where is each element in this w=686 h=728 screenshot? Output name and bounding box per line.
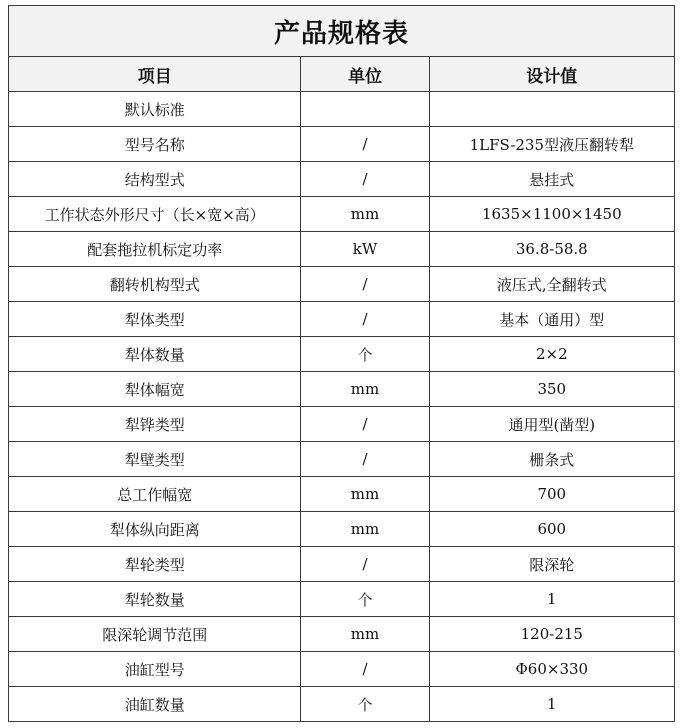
- cell-value: 120-215: [429, 617, 674, 652]
- table-row: [9, 407, 675, 442]
- table-row: [9, 372, 675, 407]
- cell-item: 工作状态外形尺寸（长×宽×高）: [9, 197, 301, 232]
- cell-value: 栅条式: [429, 442, 674, 477]
- table-row: [9, 687, 675, 722]
- cell-unit: 个: [301, 337, 429, 372]
- spec-table: [8, 5, 675, 722]
- spec-table-container: [8, 5, 675, 722]
- cell-unit: mm: [301, 197, 429, 232]
- cell-unit: [301, 92, 429, 127]
- table-body: [9, 92, 675, 722]
- cell-value: 600: [429, 512, 674, 547]
- table-row: [9, 197, 675, 232]
- header-value: 设计值: [429, 57, 674, 92]
- table-row: [9, 92, 675, 127]
- cell-item: 配套拖拉机标定功率: [9, 232, 301, 267]
- cell-unit: mm: [301, 477, 429, 512]
- cell-item: 限深轮调节范围: [9, 617, 301, 652]
- cell-item: 翻转机构型式: [9, 267, 301, 302]
- cell-item: 结构型式: [9, 162, 301, 197]
- table-row: [9, 302, 675, 337]
- cell-unit: mm: [301, 372, 429, 407]
- header-item: 项目: [9, 57, 301, 92]
- cell-item: 总工作幅宽: [9, 477, 301, 512]
- table-row: [9, 547, 675, 582]
- cell-value: 悬挂式: [429, 162, 674, 197]
- cell-value: 1: [429, 687, 674, 722]
- cell-item: 油缸型号: [9, 652, 301, 687]
- cell-value: Φ60×330: [429, 652, 674, 687]
- cell-value: 350: [429, 372, 674, 407]
- cell-value: 通用型(凿型): [429, 407, 674, 442]
- cell-unit: mm: [301, 512, 429, 547]
- cell-unit: kW: [301, 232, 429, 267]
- cell-item: 犁体类型: [9, 302, 301, 337]
- cell-unit: /: [301, 127, 429, 162]
- cell-item: 型号名称: [9, 127, 301, 162]
- table-row: [9, 162, 675, 197]
- cell-unit: /: [301, 547, 429, 582]
- cell-item: 犁铧类型: [9, 407, 301, 442]
- cell-item: 犁体数量: [9, 337, 301, 372]
- cell-unit: /: [301, 407, 429, 442]
- cell-item: 犁体幅宽: [9, 372, 301, 407]
- table-row: [9, 617, 675, 652]
- cell-value: 基本（通用）型: [429, 302, 674, 337]
- cell-unit: mm: [301, 617, 429, 652]
- table-row: [9, 582, 675, 617]
- cell-value: 700: [429, 477, 674, 512]
- cell-unit: /: [301, 162, 429, 197]
- cell-unit: /: [301, 442, 429, 477]
- table-row: [9, 477, 675, 512]
- table-row: [9, 652, 675, 687]
- table-row: [9, 442, 675, 477]
- cell-unit: 个: [301, 582, 429, 617]
- cell-value: 2×2: [429, 337, 674, 372]
- cell-item: 油缸数量: [9, 687, 301, 722]
- table-title: 产品规格表: [9, 6, 675, 57]
- cell-item: 犁轮数量: [9, 582, 301, 617]
- header-unit: 单位: [301, 57, 429, 92]
- table-row: [9, 232, 675, 267]
- cell-value: 1LFS-235型液压翻转犁: [429, 127, 674, 162]
- cell-value: 限深轮: [429, 547, 674, 582]
- cell-value: 36.8-58.8: [429, 232, 674, 267]
- cell-item: 犁轮类型: [9, 547, 301, 582]
- cell-value: [429, 92, 674, 127]
- table-row: [9, 337, 675, 372]
- cell-item: 默认标准: [9, 92, 301, 127]
- cell-unit: /: [301, 302, 429, 337]
- cell-value: 1635×1100×1450: [429, 197, 674, 232]
- cell-item: 犁壁类型: [9, 442, 301, 477]
- cell-item: 犁体纵向距离: [9, 512, 301, 547]
- cell-value: 液压式,全翻转式: [429, 267, 674, 302]
- cell-unit: /: [301, 652, 429, 687]
- table-row: [9, 512, 675, 547]
- cell-unit: 个: [301, 687, 429, 722]
- table-row: [9, 267, 675, 302]
- title-row: [9, 6, 675, 57]
- header-row: [9, 57, 675, 92]
- cell-value: 1: [429, 582, 674, 617]
- cell-unit: /: [301, 267, 429, 302]
- table-row: [9, 127, 675, 162]
